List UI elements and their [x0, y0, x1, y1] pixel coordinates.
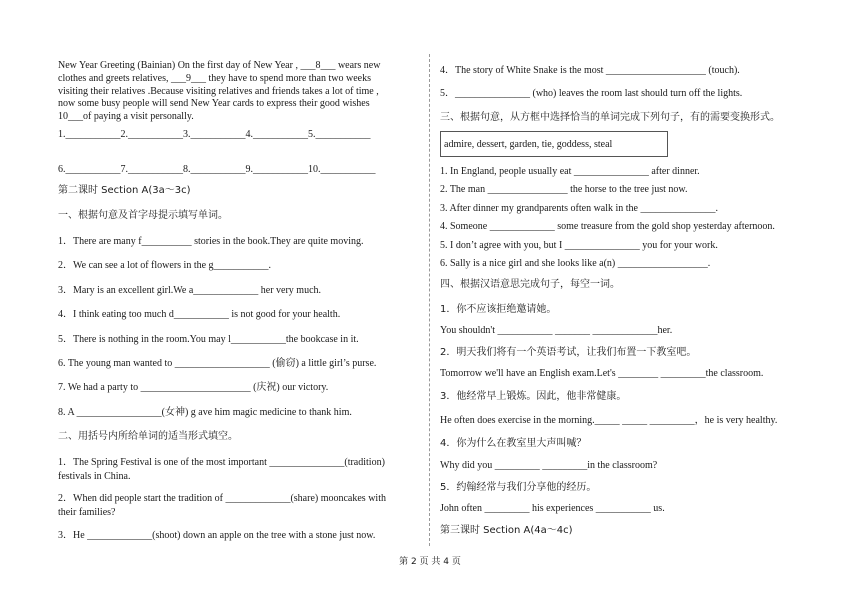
question-chinese: 4．你为什么在教室里大声叫喊？: [440, 438, 587, 449]
exercise-item: 2. The man ________________ the horse to the tree just now.: [440, 184, 688, 195]
passage-line: clothes and greets relatives, ___9___ they have to spend more than two weeks: [58, 73, 371, 84]
exercise-item: 4．I think eating too much d___________ is not good for your health.: [58, 309, 341, 320]
exercise-item: 4. Someone _____________ some treasure from the gold shop yesterday afternoon.: [440, 221, 775, 232]
exercise-item: 6. The young man wanted to ___________________ (偷窃) a little girl’s purse.: [58, 358, 377, 369]
exercise-item: 5．_______________ (who) leaves the room last should turn off the lights.: [440, 88, 743, 99]
exercise-item: 2．We can see a lot of flowers in the g___________.: [58, 260, 272, 271]
column-divider: [429, 54, 430, 546]
passage-line: now some busy people will send New Year cards to express their good wishes: [58, 98, 370, 109]
question-chinese: 3．他经常早上锻炼。因此，他非常健康。: [440, 391, 627, 402]
exercise-item: 1．The Spring Festival is one of the most important _______________(tradition): [58, 457, 385, 468]
exercise-item: 5. I don’t agree with you, but I _______________ you for your work.: [440, 240, 718, 251]
exercise-item: 4．The story of White Snake is the most ____________________ (touch).: [440, 65, 740, 76]
exercise-item: 2．When did people start the tradition of _____________(share) mooncakes with: [58, 493, 386, 504]
exercise-item-continued: their families?: [58, 507, 116, 518]
exercise-item: 6. Sally is a nice girl and she looks like a(n) __________________.: [440, 258, 711, 269]
question-english: John often _________ his experiences ___________ us.: [440, 503, 665, 514]
question-chinese: 5．约翰经常与我们分享他的经历。: [440, 482, 597, 493]
section-title: 二、用括号内所给单词的适当形式填空。: [58, 431, 238, 442]
answer-row: 1.___________2.___________3.___________4.___________5.___________: [58, 129, 371, 140]
question-english: You shouldn't ___________ _______ _____________her.: [440, 325, 673, 336]
exercise-item-continued: festivals in China.: [58, 471, 131, 482]
question-chinese: 2．明天我们将有一个英语考试，让我们布置一下教室吧。: [440, 347, 697, 358]
lesson-title: 第三课时 Section A(4a～4c): [440, 525, 573, 536]
exercise-item: 3．He _____________(shoot) down an apple on the tree with a stone just now.: [58, 530, 376, 541]
passage-line: visiting their relatives .Because visiting relatives and friends takes a lot of time ,: [58, 86, 379, 97]
section-title: 三、根据句意，从方框中选择恰当的单词完成下列句子，有的需要变换形式。: [440, 112, 780, 123]
section-title: 一、根据句意及首字母提示填写单词。: [58, 210, 228, 221]
word-box: [440, 131, 668, 157]
question-chinese: 1．你不应该拒绝邀请她。: [440, 304, 557, 315]
passage-line: New Year Greeting (Bainian) On the first day of New Year , ___8___ wears new: [58, 60, 381, 71]
exercise-item: 5．There is nothing in the room.You may l___________the bookcase in it.: [58, 334, 359, 345]
passage-line: 10___of paying a visit personally.: [58, 111, 194, 122]
exercise-item: 3. After dinner my grandparents often walk in the _______________.: [440, 203, 718, 214]
section-title: 四、根据汉语意思完成句子，每空一词。: [440, 279, 620, 290]
word-box-text: admire, dessert, garden, tie, goddess, steal: [444, 139, 613, 150]
page-footer: 第 2 页 共 4 页: [399, 557, 461, 567]
lesson-title: 第二课时 Section A(3a～3c): [58, 185, 191, 196]
exercise-item: 1．There are many f__________ stories in the book.They are quite moving.: [58, 236, 364, 247]
exercise-item: 3．Mary is an excellent girl.We a_____________ her very much.: [58, 285, 322, 296]
exercise-item: 1. In England, people usually eat _______________ after dinner.: [440, 166, 700, 177]
question-english: Tomorrow we'll have an English exam.Let's ________ _________the classroom.: [440, 368, 764, 379]
exercise-item: 7. We had a party to ______________________ (庆祝) our victory.: [58, 382, 329, 393]
answer-row: 6.___________7.___________8.___________9.___________10.___________: [58, 164, 376, 175]
question-english: Why did you _________ _________in the classroom?: [440, 460, 658, 471]
exercise-item: 8. A _________________(女神) g ave him magic medicine to thank him.: [58, 407, 352, 418]
question-english: He often does exercise in the morning._____ _____ _________，he is very healthy.: [440, 415, 778, 426]
